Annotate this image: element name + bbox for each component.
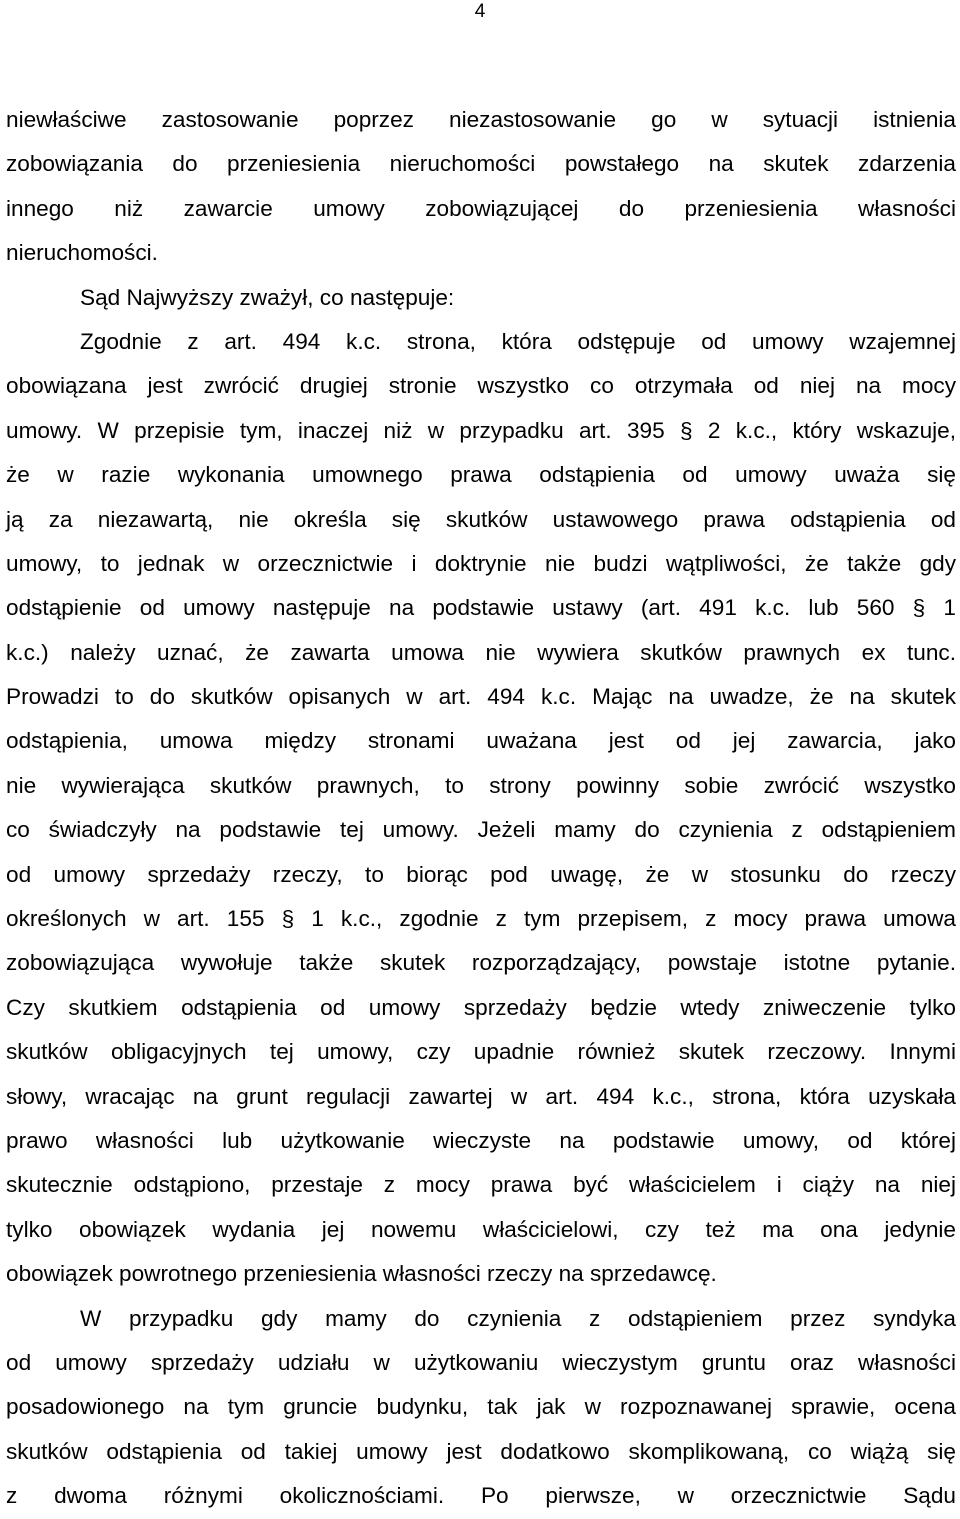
text-line: Czy skutkiem odstąpienia od umowy sprzedaży będzie wtedy zniweczenie tylko — [6, 994, 956, 1020]
text-line: posadowionego na tym gruncie budynku, tak jak w rozpoznawanej sprawie, ocena — [6, 1394, 956, 1420]
text-line: określonych w art. 155 § 1 k.c., zgodnie z tym przepisem, z mocy prawa umowa — [6, 906, 956, 932]
section-heading: Sąd Najwyższy zważył, co następuje: — [80, 284, 455, 310]
text-line: k.c.) należy uznać, że zawarta umowa nie wywiera skutków prawnych ex tunc. — [6, 639, 956, 665]
text-line: słowy, wracając na grunt regulacji zawartej w art. 494 k.c., strona, która uzyskała — [6, 1083, 956, 1109]
text-line: skutecznie odstąpiono, przestaje z mocy prawa być właścicielem i ciąży na niej — [6, 1172, 956, 1198]
text-line: co świadczyły na podstawie tej umowy. Jeżeli mamy do czynienia z odstąpieniem — [6, 817, 956, 843]
text-line: prawo własności lub użytkowanie wieczyste na podstawie umowy, od której — [6, 1127, 956, 1153]
text-line: od umowy sprzedaży udziału w użytkowaniu wieczystym gruntu oraz własności — [6, 1349, 956, 1375]
text-line: innego niż zawarcie umowy zobowiązującej do przeniesienia własności — [6, 195, 956, 221]
text-line: umowy. W przepisie tym, inaczej niż w przypadku art. 395 § 2 k.c., który wskazuje, — [6, 417, 956, 443]
text-line: od umowy sprzedaży rzeczy, to biorąc pod uwagę, że w stosunku do rzeczy — [6, 861, 956, 887]
text-line: odstąpienia, umowa między stronami uważana jest od jej zawarcia, jako — [6, 728, 956, 754]
text-line: niewłaściwe zastosowanie poprzez niezastosowanie go w sytuacji istnienia — [6, 107, 956, 132]
text-line: Zgodnie z art. 494 k.c. strona, która odstępuje od umowy wzajemnej — [80, 328, 956, 354]
text-line: ją za niezawartą, nie określa się skutków ustawowego prawa odstąpienia od — [6, 506, 956, 532]
text-line: z dwoma różnymi okolicznościami. Po pierwsze, w orzecznictwie Sądu — [6, 1483, 956, 1509]
text-line: skutków odstąpienia od takiej umowy jest dodatkowo skomplikowaną, co wiążą się — [6, 1438, 956, 1464]
text-line: że w razie wykonania umownego prawa odstąpienia od umowy uważa się — [6, 462, 956, 488]
text-line: Prowadzi to do skutków opisanych w art. 494 k.c. Mając na uwadze, że na skutek — [6, 684, 956, 710]
document-body — [6, 98, 956, 1519]
text-line: odstąpienie od umowy następuje na podstawie ustawy (art. 491 k.c. lub 560 § 1 — [6, 595, 956, 621]
page-number: 4 — [474, 1, 486, 22]
text-line: nie wywierająca skutków prawnych, to strony powinny sobie zwrócić wszystko — [6, 772, 956, 798]
text-line: umowy, to jednak w orzecznictwie i doktrynie nie budzi wątpliwości, że także gdy — [6, 550, 956, 576]
text-line: zobowiązania do przeniesienia nieruchomości powstałego na skutek zdarzenia — [6, 151, 956, 177]
text-line: zobowiązująca wywołuje także skutek rozporządzający, powstaje istotne pytanie. — [6, 950, 956, 976]
text-line: obowiązana jest zwrócić drugiej stronie wszystko co otrzymała od niej na mocy — [6, 373, 956, 399]
text-line: obowiązek powrotnego przeniesienia własności rzeczy na sprzedawcę. — [6, 1261, 717, 1287]
text-line: W przypadku gdy mamy do czynienia z odstąpieniem przez syndyka — [80, 1305, 956, 1331]
text-line: skutków obligacyjnych tej umowy, czy upadnie również skutek rzeczowy. Innymi — [6, 1039, 956, 1065]
text-line: nieruchomości. — [6, 240, 158, 266]
text-line: tylko obowiązek wydania jej nowemu właścicielowi, czy też ma ona jedynie — [6, 1216, 956, 1242]
